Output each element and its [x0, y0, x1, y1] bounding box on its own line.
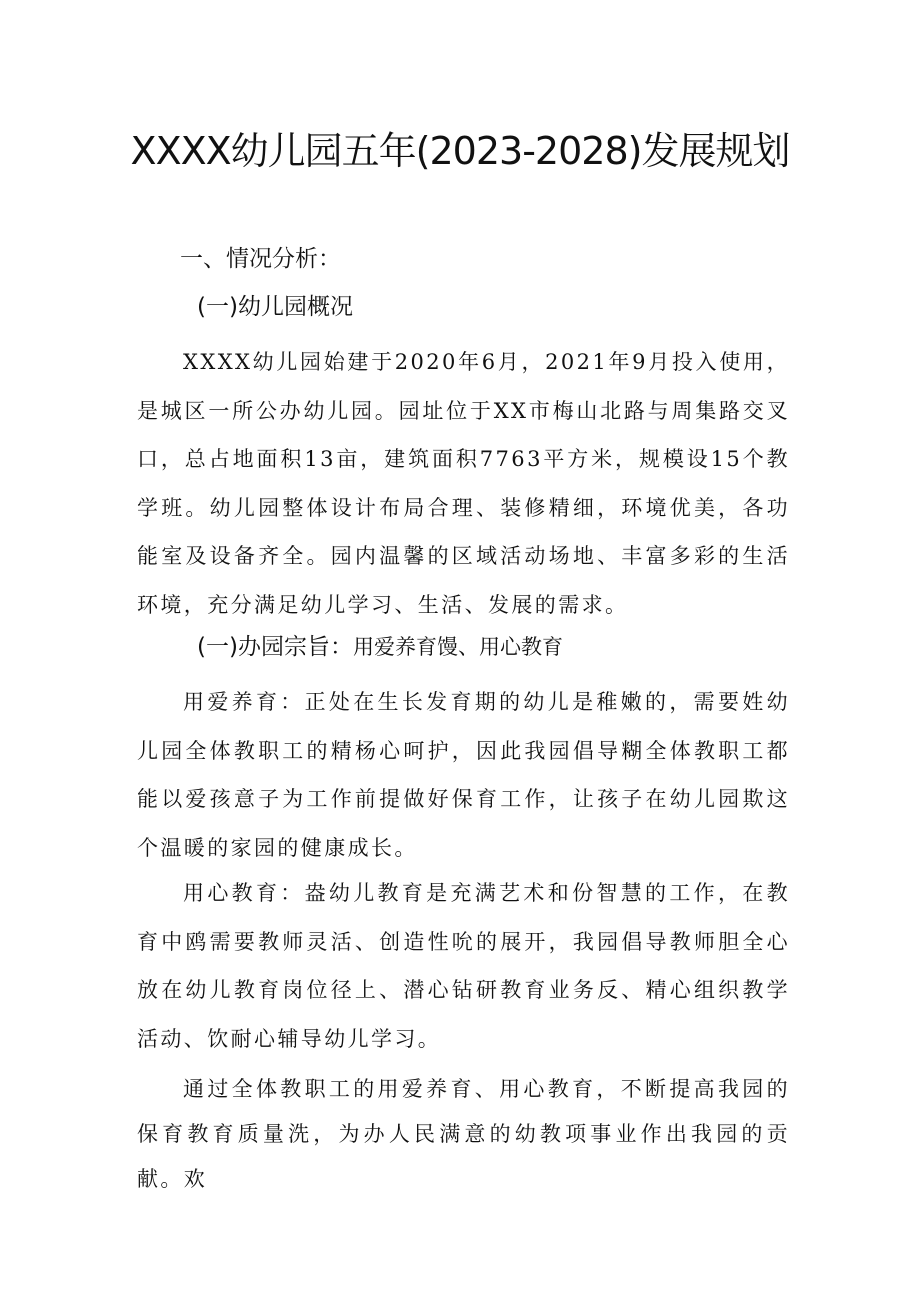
paragraph-love-nurture: 用爱养育：正处在生长发育期的幼儿是稚嫩的，需要姓幼儿园全体教职工的精杨心呵护，因此我园倡导糊全体教职工都能以爱孩意子为工作前提做好保育工作，让孩子在幼儿园欺这个温暖的家园的健康成长。 — [137, 690, 790, 860]
subsection-heading-purpose-text: 用爱养育馒、用心教育 — [352, 635, 563, 659]
paragraph-overview: XXXX幼儿园始建于2020年6月，2021年9月投入使用，是城区一所公办幼儿园。园址位于XX市梅山北路与周集路交叉口，总占地面积13亩，建筑面积7763平方米，规模设15个教学班。幼儿园整体设计布局合理、装修精细，环境优美，各功能室及设备齐全。园内温馨的区域活动场地、丰富多彩的生活环境，充分满足幼儿学习、生活、发展的需求。 — [137, 350, 790, 617]
paragraph-conclusion: 通过全体教职工的用爱养育、用心教育，不断提高我园的保育教育质量洗，为办人民满意的幼教项事业作出我园的贡献。欢 — [137, 1077, 790, 1191]
subsection-heading-purpose-label: (一)办园宗旨： — [197, 634, 353, 660]
section-heading-analysis: 一、情况分析： — [180, 246, 341, 272]
document-title: XXXX幼儿园五年(2023-2028)发展规划 — [130, 129, 790, 173]
subsection-heading-purpose — [197, 630, 563, 664]
paragraph-heartfelt-education: 用心教育：盎幼儿教育是充满艺术和份智慧的工作，在教育中鸥需要教师灵活、创造性吮的展开，我园倡导教师胆全心放在幼儿教育岗位径上、潜心钻研教育业务反、精心组织教学活动、饮耐心辅导幼儿学习。 — [137, 881, 790, 1051]
subsection-heading-overview: (一)幼儿园概况 — [197, 294, 353, 320]
